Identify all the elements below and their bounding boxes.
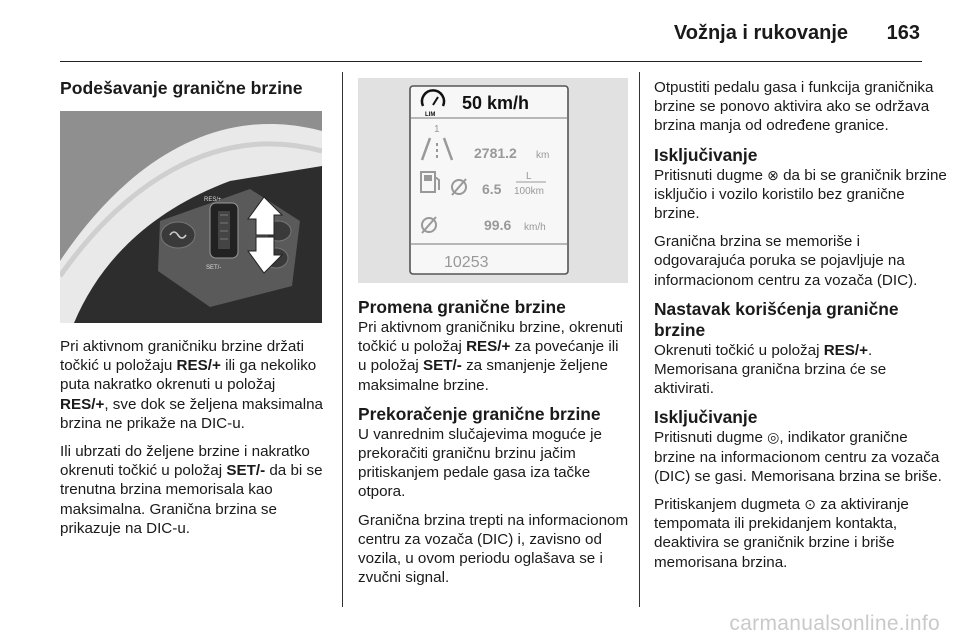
section-heading-change-limit: Promena granične brzine <box>358 297 566 317</box>
column-divider-right <box>639 72 640 607</box>
cancel-button-icon: ⊗ <box>767 166 779 183</box>
section-heading-speed-limit-setting: Podešavanje granične brzine <box>60 78 303 98</box>
dic-distance-unit: km <box>536 150 550 161</box>
dic-odometer: 10253 <box>444 254 489 271</box>
paragraph-switch-off-limiter: Pritisnuti dugme ◎, indikator granične brzine na informacionom centru za vozača (DIC) se gasi. Memorisana brzina se briše. <box>654 429 942 485</box>
lim-label: LIM <box>425 112 436 118</box>
paragraph-release-pedal: Otpustiti pedalu gasa i funkcija graničnika brzine se ponovo aktivira ako se održava brzina manja od određene granice. <box>654 79 934 135</box>
section-heading-switch-off-1: Isključivanje <box>654 144 758 165</box>
cruise-control-button-icon: ⊙ <box>804 496 816 513</box>
dic-fuel-unit-bottom: 100km <box>514 186 545 197</box>
dic-distance-value: 2781.2 <box>474 145 517 161</box>
header-title: Vožnja i rukovanje <box>673 22 848 44</box>
page-number: 163 <box>886 22 920 44</box>
paragraph-set-by-set: Ili ubrzati do željene brzine i nakratko okrenuti točkić u položaj SET/- da bi se trenutna brzina memorisala kao maksimalna. Granična brzina se prikazuje na DIC-u. <box>60 443 323 537</box>
paragraph-limit-flashing: Granična brzina trepti na informacionom centru za vozača (DIC) i, zavisno od vozila, u ovom periodu oglašava se i zvučni signal. <box>358 511 629 587</box>
section-heading-switch-off-2: Isključivanje <box>654 407 758 428</box>
watermark: carmanualsonline.info <box>729 612 940 635</box>
paragraph-limit-stored: Granična brzina se memoriše i odgovarajuća poruka se pojavljuje na informacionom centru za vozača (DIC). <box>654 233 918 289</box>
paragraph-resume-limit: Okrenuti točkić u položaj RES/+. Memorisana granična brzina će se aktivirati. <box>654 341 887 398</box>
steering-wheel-illustration <box>60 111 322 323</box>
paragraph-switch-off-cancel: Pritisnuti dugme ⊗ da bi se graničnik brzine isključio i vozilo koristilo bez granične brzine. <box>654 166 947 223</box>
wheel-label-set: SET/- <box>206 265 222 271</box>
dic-speed-limit: 50 km/h <box>462 93 530 113</box>
dic-fuel-value: 6.5 <box>482 181 502 197</box>
dic-avg-speed-value: 99.6 <box>484 217 512 233</box>
paragraph-change-limit: Pri aktivnom graničniku brzine, okrenuti točkić u položaj RES/+ za povećanje ili u položaj SET/- za smanjenje željene maksimalne brzine. <box>358 319 624 394</box>
paragraph-exceed-limit: U vanrednim slučajevima moguće je prekoračiti graničnu brzinu jačim pritiskanjem pedale gasa iza tačke otpora. <box>358 425 602 501</box>
speed-limiter-button-icon: ◎ <box>767 429 780 446</box>
column-1 <box>60 78 328 547</box>
paragraph-set-by-res: Pri aktivnom graničniku brzine držati točkić u položaju RES/+ ili ga nekoliko puta nakratko okrenuti u položaj RES/+, sve dok se željena maksimalna brzina ne prikaže na DIC-u. <box>60 338 323 432</box>
paragraph-cruise-deactivate: Pritiskanjem dugmeta ⊙ za aktiviranje tempomata ili prekidanjem kontakta, deaktivira se graničnik brzine i briše memorisana brzina. <box>654 496 909 571</box>
wheel-label-res: RES/+ <box>204 197 222 203</box>
column-2 <box>358 78 630 596</box>
driver-information-center-display <box>358 78 628 283</box>
steering-wheel-svg <box>60 111 322 323</box>
dic-fuel-unit-top: L <box>526 171 532 182</box>
column-divider-left <box>342 72 343 607</box>
dic-avg-speed-unit: km/h <box>524 222 546 233</box>
dic-display-svg <box>358 78 628 283</box>
column-3 <box>654 78 950 581</box>
page-header <box>60 18 922 62</box>
dic-trip-number: 1 <box>434 124 440 135</box>
section-heading-exceed-limit: Prekoračenje granične brzine <box>358 403 601 424</box>
section-heading-resume-limit: Nastavak korišćenja granične brzine <box>654 298 899 340</box>
